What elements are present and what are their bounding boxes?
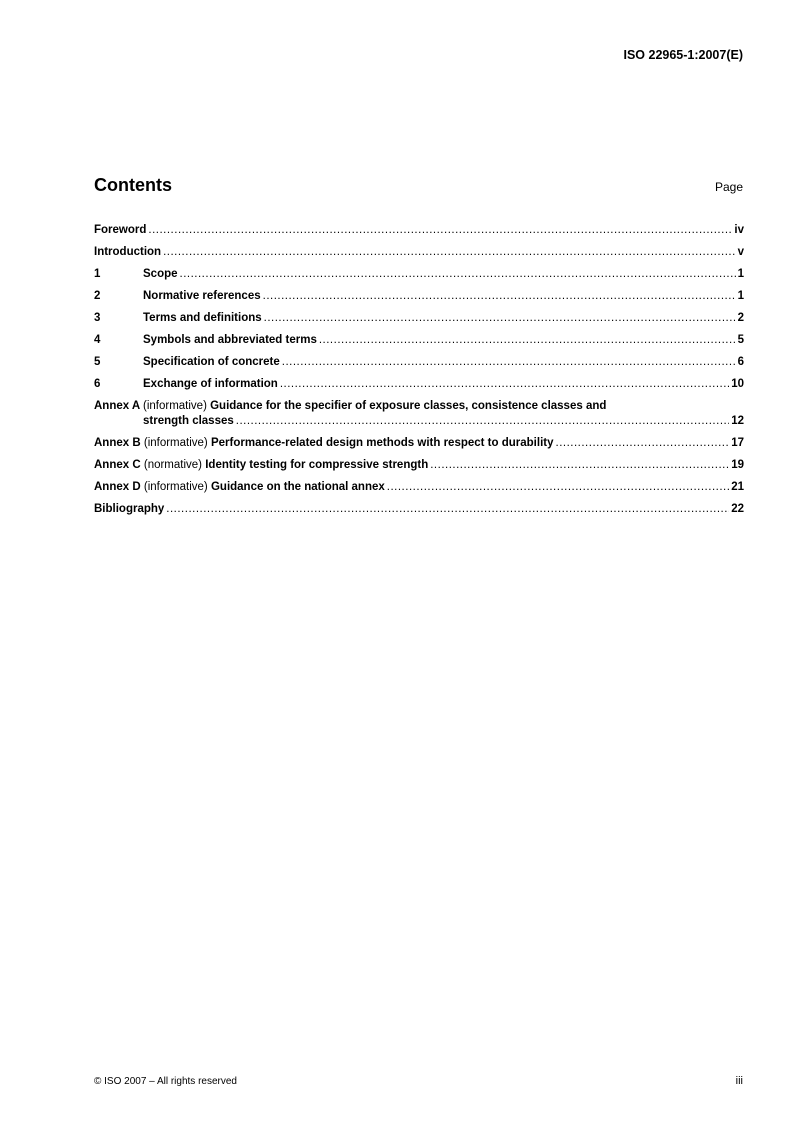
- dot-leader: [556, 436, 730, 451]
- annex-status: (informative): [143, 481, 208, 493]
- annex-title-line2: strength classes: [143, 415, 234, 427]
- toc-number: 6: [94, 378, 101, 390]
- dot-leader: [148, 223, 732, 238]
- toc-page: iv: [734, 224, 744, 236]
- toc-entry-foreword[interactable]: [94, 223, 744, 238]
- toc-label: Specification of concrete: [143, 356, 280, 368]
- dot-leader: [319, 333, 736, 348]
- toc-entry-annex-a[interactable]: [94, 399, 744, 429]
- annex-status: (informative): [143, 400, 207, 412]
- footer-page-number: iii: [735, 1075, 743, 1087]
- table-of-contents: [94, 223, 744, 524]
- contents-title: Contents: [94, 175, 172, 195]
- toc-number: 3: [94, 312, 101, 324]
- annex-prefix: Annex C: [94, 459, 141, 471]
- toc-label: Normative references: [143, 290, 261, 302]
- toc-entry-annex-c[interactable]: [94, 458, 744, 473]
- toc-page: 1: [737, 268, 744, 280]
- dot-leader: [263, 289, 736, 304]
- toc-page: 22: [731, 503, 744, 515]
- dot-leader: [163, 245, 736, 260]
- annex-title-line1: Guidance for the specifier of exposure classes, consistence classes and: [210, 400, 607, 412]
- page-column-label: Page: [714, 180, 743, 194]
- dot-leader: [264, 311, 736, 326]
- annex-title: Performance-related design methods with respect to durability: [210, 437, 554, 449]
- dot-leader: [280, 377, 729, 392]
- toc-number: 1: [94, 268, 101, 280]
- toc-label: Symbols and abbreviated terms: [143, 334, 317, 346]
- toc-label: Scope: [143, 268, 178, 280]
- dot-leader: [166, 502, 729, 517]
- document-id: ISO 22965-1:2007(E): [623, 48, 743, 62]
- toc-page: 10: [731, 378, 744, 390]
- annex-prefix: Annex A: [94, 400, 140, 412]
- annex-status: (normative): [143, 459, 203, 471]
- annex-title: Guidance on the national annex: [210, 481, 385, 493]
- toc-label: Exchange of information: [143, 378, 278, 390]
- annex-prefix: Annex B: [94, 437, 141, 449]
- toc-page: v: [737, 246, 744, 258]
- toc-entry-annex-b[interactable]: [94, 436, 744, 451]
- dot-leader: [387, 480, 729, 495]
- toc-page: 5: [737, 334, 744, 346]
- toc-entry-annex-d[interactable]: [94, 480, 744, 495]
- toc-number: 4: [94, 334, 101, 346]
- toc-page: 2: [737, 312, 744, 324]
- toc-entry-introduction[interactable]: [94, 245, 744, 260]
- toc-page: 19: [731, 459, 744, 471]
- contents-header: [94, 175, 743, 196]
- toc-entry-clause-2[interactable]: [94, 289, 744, 304]
- toc-label: Terms and definitions: [143, 312, 262, 324]
- toc-page: 17: [731, 437, 744, 449]
- toc-label: Bibliography: [94, 503, 165, 515]
- toc-page: 12: [731, 415, 744, 427]
- toc-entry-clause-6[interactable]: [94, 377, 744, 392]
- dot-leader: [236, 414, 729, 429]
- toc-number: 2: [94, 290, 101, 302]
- toc-page: 6: [737, 356, 744, 368]
- toc-entry-clause-3[interactable]: [94, 311, 744, 326]
- annex-status: (informative): [143, 437, 208, 449]
- toc-number: 5: [94, 356, 101, 368]
- toc-entry-bibliography[interactable]: [94, 502, 744, 517]
- annex-prefix: Annex D: [94, 481, 141, 493]
- dot-leader: [282, 355, 736, 370]
- footer-copyright: © ISO 2007 – All rights reserved: [94, 1076, 237, 1087]
- dot-leader: [430, 458, 729, 473]
- dot-leader: [180, 267, 736, 282]
- toc-label: Foreword: [94, 224, 147, 236]
- toc-page: 1: [737, 290, 744, 302]
- toc-entry-clause-1[interactable]: [94, 267, 744, 282]
- toc-entry-clause-5[interactable]: [94, 355, 744, 370]
- toc-entry-clause-4[interactable]: [94, 333, 744, 348]
- toc-label: Introduction: [94, 246, 162, 258]
- toc-page: 21: [731, 481, 744, 493]
- annex-title: Identity testing for compressive strength: [205, 459, 429, 471]
